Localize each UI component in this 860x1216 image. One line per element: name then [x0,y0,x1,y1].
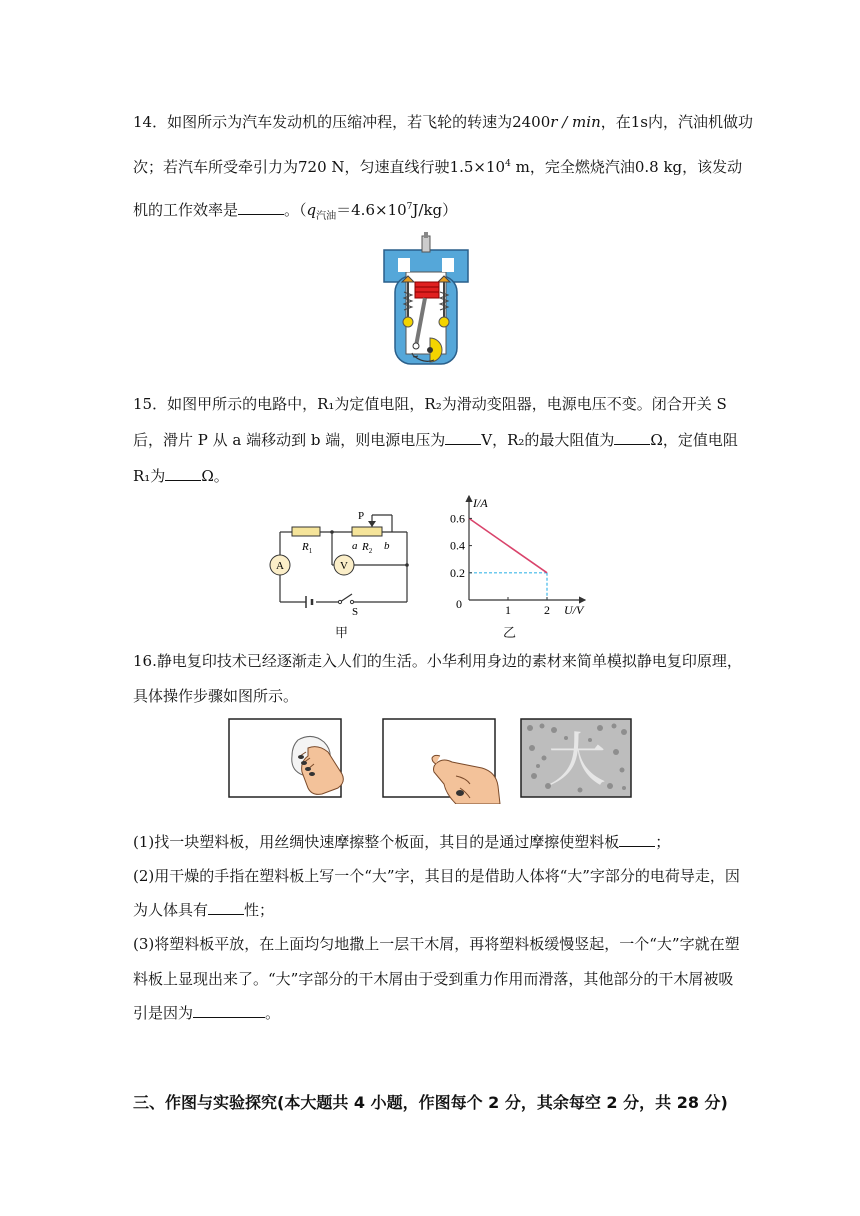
q15-r2-blank[interactable] [614,430,650,445]
q15-r1-blank[interactable] [165,466,201,481]
q14-force: 720 N [298,158,345,176]
q16-item-2-line-1: (2)用干燥的手指在塑料板上写一个“大”字，其目的是借助人体将“大”字部分的电荷导走，因 [133,867,740,885]
q16-item-1: (1)找一块塑料板，用丝绸快速摩擦整个板面，其目的是通过摩擦使塑料板 ； [133,833,671,851]
q15-line-1: 15．如图甲所示的电路中，R₁为定值电阻，R₂为滑动变阻器，电源电压不变。闭合开关 S [133,395,727,413]
q14-line-2: 次；若汽车所受牵引力为720 N，匀速直线行驶$1.5\times 10^4$ m，完全燃烧汽油0.8 kg，该发动 [133,158,743,176]
q15-line-2: 后，滑片 P 从 a 端移动到 b 端，则电源电压为 V，R₂的最大阻值为 Ω，定值电阻 [133,431,738,449]
slider-p-label: P [358,510,365,522]
y-tick-label: 0.6 [450,511,465,526]
q16-item-2-line-2: 为人体具有 性； [133,901,275,919]
circuit-diagram [262,505,422,615]
y-axis-label: I/A [473,496,488,510]
q14-speed-unit: r / min [550,113,601,131]
wood-dust-character: 大 [547,726,607,794]
q14-line-3: 机的工作效率是 。$(q_{汽油}=4.6\times 10^7J/kg)$ [133,201,458,222]
q16-answer-blank-3[interactable] [193,1003,265,1018]
step-2-writing-image [382,718,502,804]
q14-line-1: 14．如图所示为汽车发动机的压缩冲程，若飞轮的转速为2400r / min，在1s内，汽油机做功 [133,113,753,131]
section-3-heading: 三、作图与实验探究(本大题共 4 小题，作图每个 2 分，其余每空 2 分，共 28 分) [133,1093,728,1112]
series-line-0 [469,518,547,572]
r2-label: $R_2$ [362,541,373,555]
switch-label: S [352,606,359,615]
x-tick-label: 1 [505,603,511,617]
q16-item-3-line-3: 引是因为 。 [133,1004,281,1022]
origin-label: 0 [456,597,462,611]
step-1-rubbing-image [228,718,348,800]
q16-answer-blank-1[interactable] [619,832,655,847]
q16-line-1: 16.静电复印技术已经逐渐走入人们的生活。小华利用身边的素材来简单模拟静电复印原理， [133,652,742,670]
ammeter-label: A [276,560,284,572]
voltmeter-label: V [340,560,348,572]
terminal-b-label: b [384,540,390,552]
y-tick-label: 0.4 [450,538,465,553]
q14-speed: 2400 [512,113,551,131]
q16-item-3-line-2: 料板上显现出来了。“大”字部分的干木屑由于受到重力作用而滑落，其他部分的干木屑被吸 [133,970,734,988]
q14-distance: $1.5\times 10^4$ m [449,158,530,176]
r1-label: $R_1$ [302,541,313,555]
x-tick-label: 2 [544,603,550,617]
q16-answer-blank-2[interactable] [208,900,244,915]
terminal-a-label: a [352,540,358,552]
q16-line-2: 具体操作步骤如图所示。 [133,687,299,705]
iu-graph [440,492,600,620]
q15-line-3: R₁为 Ω。 [133,467,229,485]
figure-yi-label: 乙 [503,626,517,641]
engine-diagram [378,232,474,368]
x-axis-label: U/V [564,603,584,617]
q15-voltage-blank[interactable] [445,430,481,445]
y-tick-label: 0.2 [450,565,465,580]
figure-jia-label: 甲 [335,626,349,641]
q14-mass: 0.8 kg [634,158,683,176]
q16-item-3-line-1: (3)将塑料板平放，在上面均匀地撒上一层干木屑，再将塑料板缓慢竖起，一个“大”字就在塑 [133,935,740,953]
q14-answer-blank[interactable] [238,200,284,215]
step-3-wood-dust-image [520,718,634,800]
